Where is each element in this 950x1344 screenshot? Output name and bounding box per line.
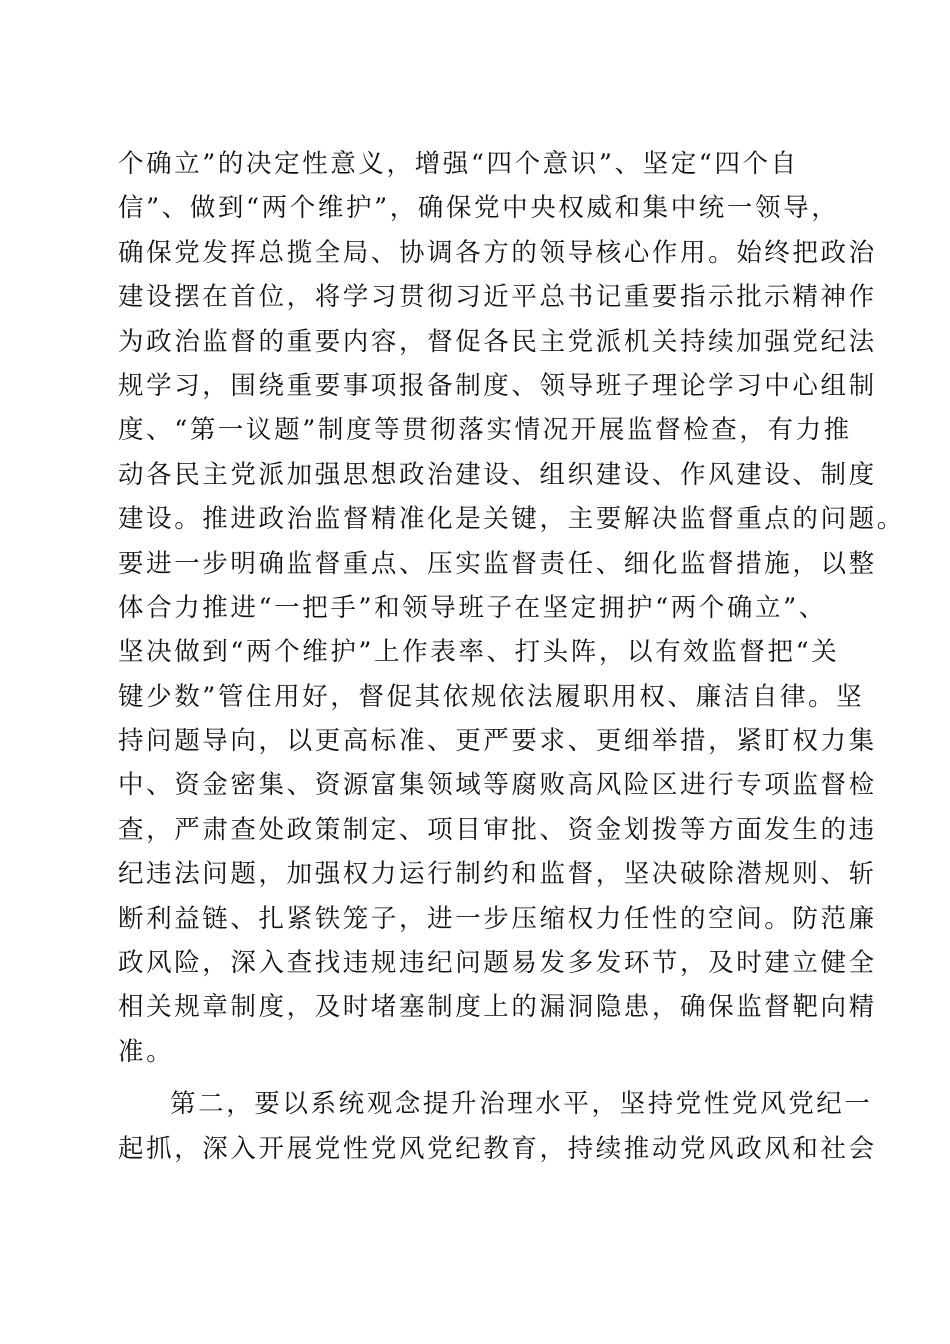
paragraph-1	[118, 142, 905, 1074]
text-line: 规学习，围绕重要事项报备制度、领导班子理论学习中心组制	[118, 370, 877, 401]
text-line: 起抓，深入开展党性党风党纪教育，持续推动党风政风和社会	[118, 1133, 877, 1164]
text-line: 确保党发挥总揽全局、协调各方的领导核心作用。始终把政治	[118, 237, 877, 268]
text-line: 信”、做到“两个维护”，确保党中央权威和集中统一领导，	[118, 193, 840, 224]
paragraph-2	[118, 1082, 877, 1171]
paragraph-gap	[118, 1074, 838, 1082]
text-line: 政风险，深入查找违规违纪问题易发多发环节，及时建立健全	[118, 948, 877, 979]
text-line: 纪违法问题，加强权力运行制约和监督，坚决破除潜规则、斩	[118, 859, 877, 890]
text-line: 持问题导向，以更高标准、更严要求、更细举措，紧盯权力集	[118, 726, 877, 757]
text-line: 断利益链、扎紧铁笼子，进一步压缩权力任性的空间。防范廉	[118, 903, 877, 934]
text-line: 为政治监督的重要内容，督促各民主党派机关持续加强党纪法	[118, 326, 877, 357]
text-line: 相关规章制度，及时堵塞制度上的漏洞隐患，确保监督靶向精	[118, 992, 877, 1023]
text-line: 查，严肃查处政策制定、项目审批、资金划拨等方面发生的违	[118, 814, 877, 845]
text-line: 体合力推进“一把手”和领导班子在坚定拥护“两个确立”、	[118, 592, 827, 623]
text-line: 动各民主党派加强思想政治建设、组织建设、作风建设、制度	[118, 459, 877, 490]
text-line: 要进一步明确监督重点、压实监督责任、细化监督措施，以整	[118, 548, 877, 579]
text-line: 第二，要以系统观念提升治理水平，坚持党性党风党纪一	[170, 1089, 873, 1120]
text-line: 键少数”管住用好，督促其依规依法履职用权、廉洁自律。坚	[118, 681, 865, 712]
text-line: 度、“第一议题”制度等贯彻落实情况开展监督检查，有力推	[118, 415, 852, 446]
text-line: 建设。推进政治监督精准化是关键，主要解决监督重点的问题。	[118, 504, 905, 535]
body-text	[118, 142, 905, 1171]
text-line: 准。	[118, 1036, 175, 1067]
text-line: 中、资金密集、资源富集领域等腐败高风险区进行专项监督检	[118, 770, 877, 801]
text-line: 坚决做到“两个维护”上作表率、打头阵，以有效监督把“关	[118, 637, 840, 668]
text-line: 建设摆在首位，将学习贯彻习近平总书记重要指示批示精神作	[118, 282, 877, 313]
text-line: 个确立”的决定性意义，增强“四个意识”、坚定“四个自	[118, 149, 799, 179]
